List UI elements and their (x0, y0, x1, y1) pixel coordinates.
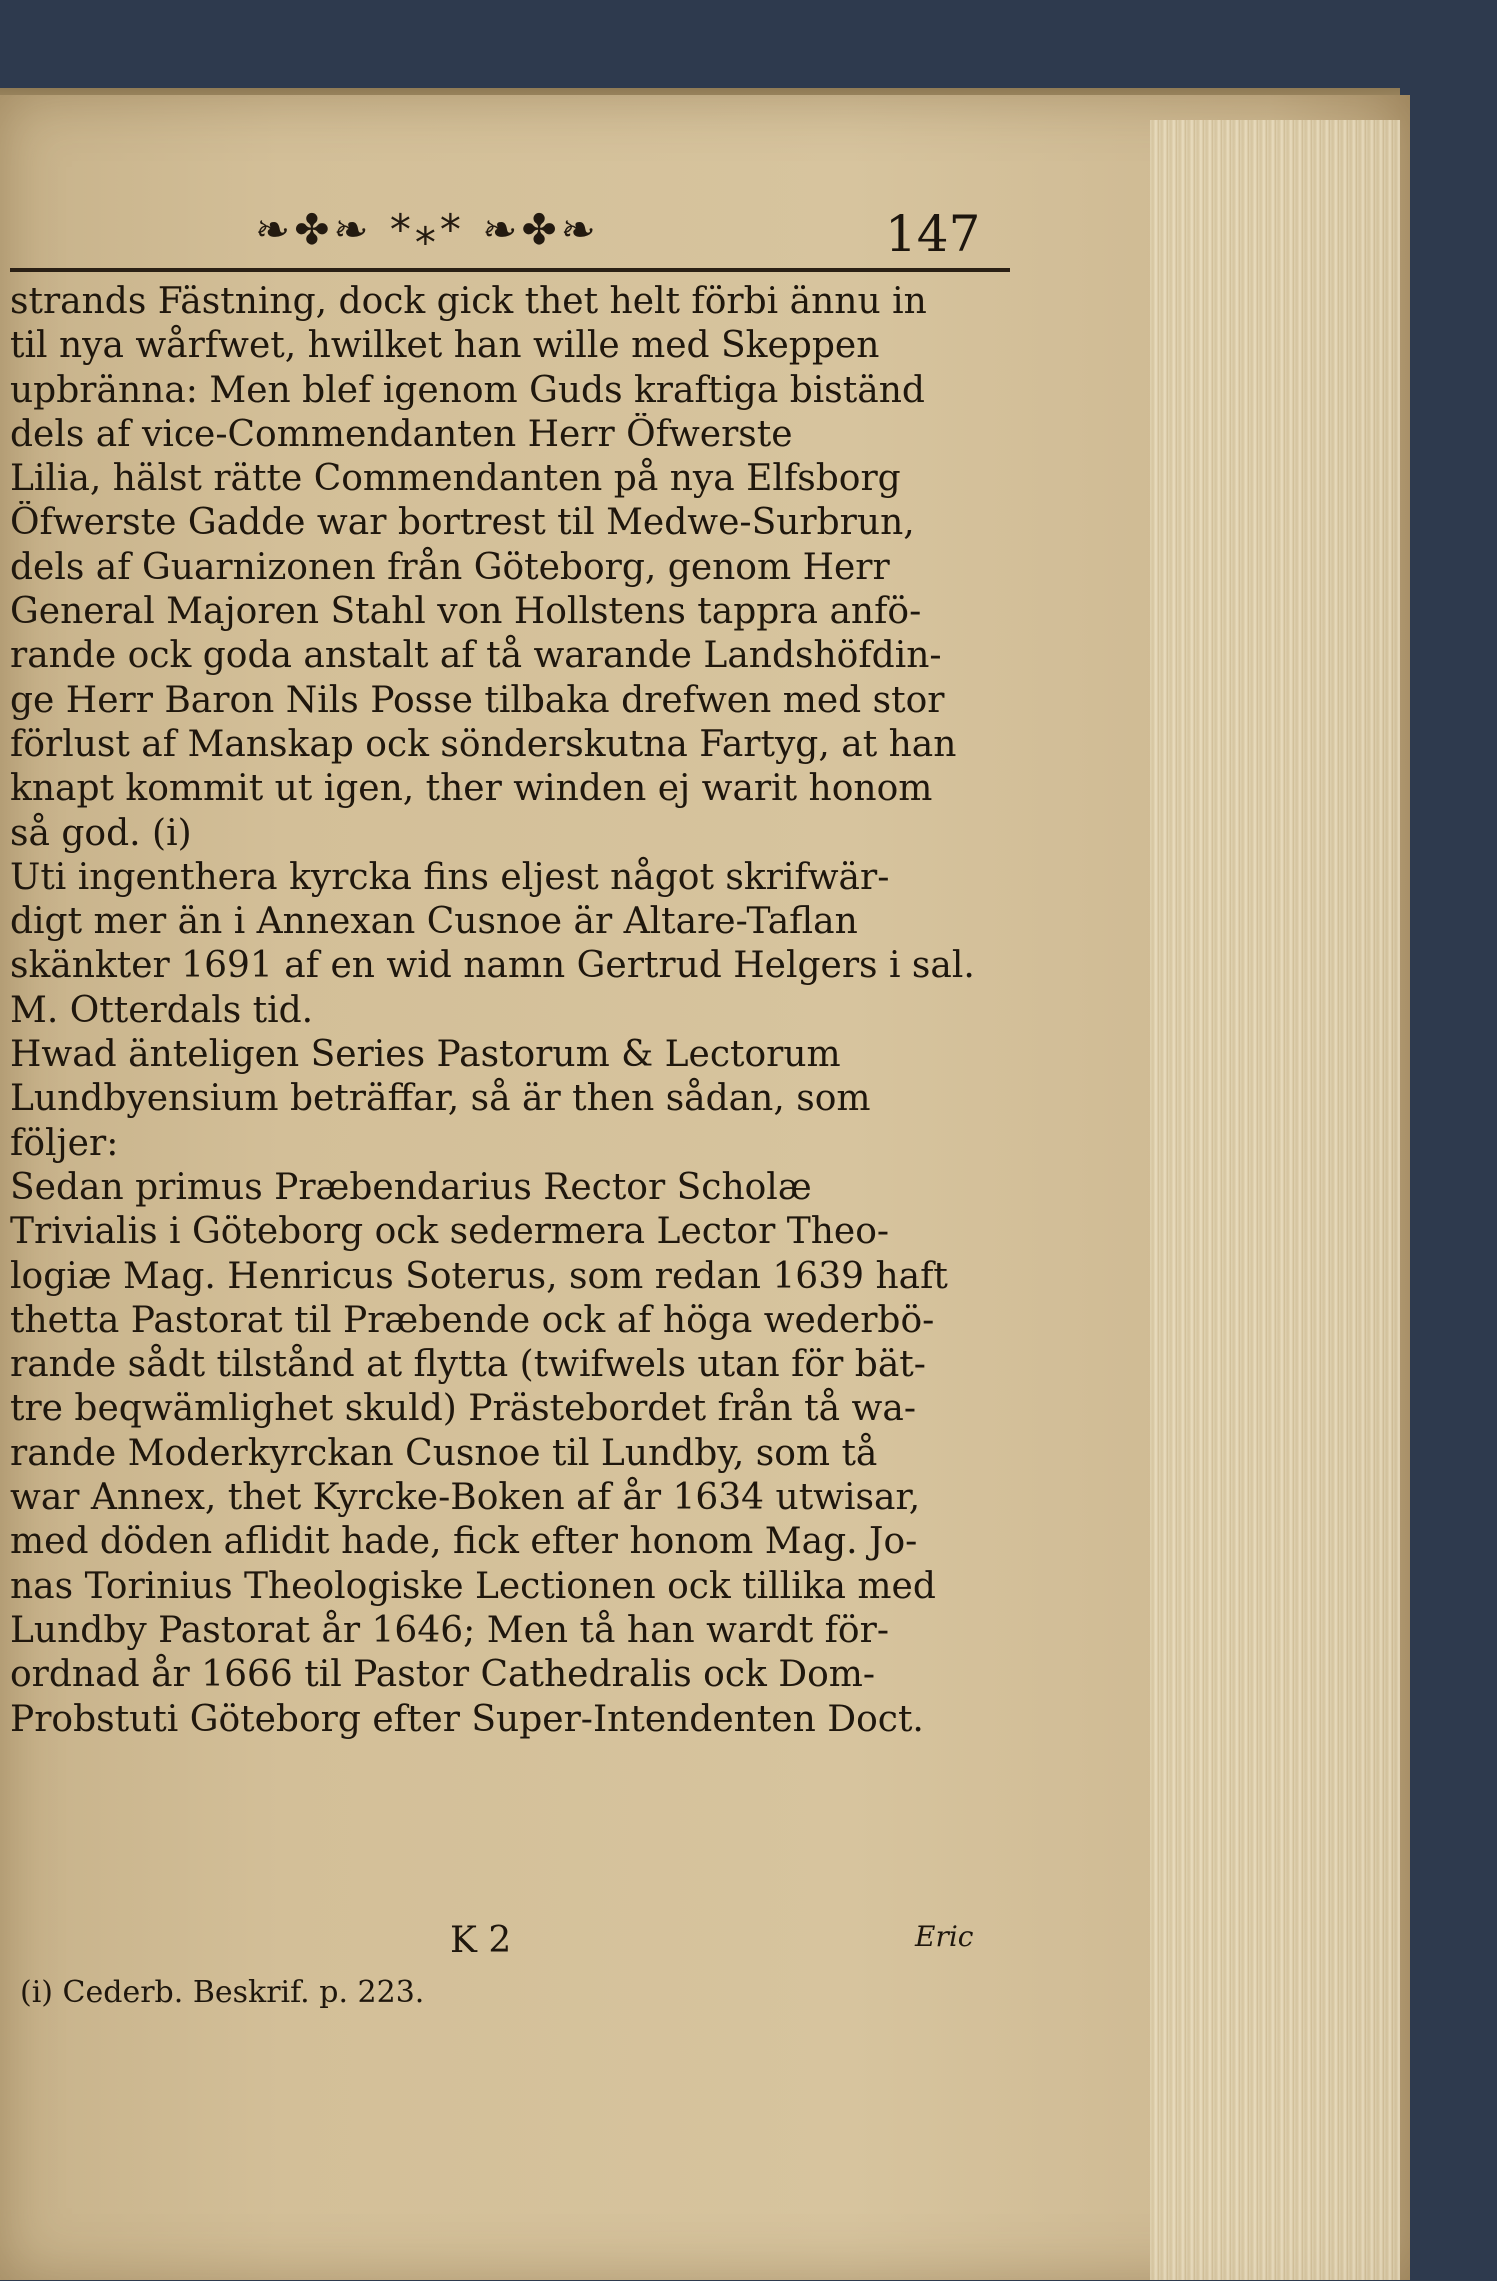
text-line: dels af vice-Commendanten Herr Öfwerste (10, 413, 793, 455)
text-line: rande ock goda anstalt af tå warande Landshöfdin- (10, 635, 942, 677)
header-rule (10, 268, 1010, 272)
footnote: (i) Cederb. Beskrif. p. 223. (20, 1975, 425, 2010)
text-line: Öfwerste Gadde war bortrest til Medwe-Surbrun, (10, 502, 915, 544)
text-line: war Annex, thet Kyrcke-Boken af år 1634 utwisar, (10, 1477, 921, 1519)
text-line: knapt kommit ut igen, ther winden ej warit honom (10, 768, 933, 810)
text-line: Probstuti Göteborg efter Super-Intendenten Doct. (10, 1698, 924, 1740)
text-line: strands Fästning, dock gick thet helt förbi ännu in (10, 281, 927, 322)
catchword: Eric (915, 1920, 974, 1953)
text-line: Uti ingenthera kyrcka fins eljest något skrifwär- (10, 856, 890, 898)
text-line: så god. (i) (10, 812, 192, 854)
text-line: Lundbyensium beträffar, så är then sådan, som (10, 1078, 871, 1120)
text-line: General Majoren Stahl von Hollstens tappra anfö- (10, 591, 922, 633)
body-text (10, 280, 995, 1742)
text-line: Lundby Pastorat år 1646; Men tå han wardt för- (10, 1609, 889, 1651)
text-line: ge Herr Baron Nils Posse tilbaka drefwen med stor (10, 679, 945, 721)
text-line: tre beqwämlighet skuld) Prästebordet från tå wa- (10, 1388, 916, 1430)
text-line: M. Otterdals tid. (10, 989, 314, 1031)
text-line: rande sådt tilstånd at flytta (twifwels utan för bät- (10, 1344, 926, 1386)
text-line: Trivialis i Göteborg ock sedermera Lector Theo- (10, 1211, 890, 1253)
text-line: upbränna: Men blef igenom Guds kraftiga biständ (10, 369, 925, 411)
signature-mark: K 2 (450, 1920, 512, 1961)
running-header (255, 205, 1005, 265)
text-line: logiæ Mag. Henricus Soterus, som redan 1639 haft (10, 1255, 948, 1297)
text-line: med döden aflidit hade, fick efter honom Mag. Jo- (10, 1521, 918, 1563)
text-line: rande Moderkyrckan Cusnoe til Lundby, som tå (10, 1432, 878, 1474)
text-line: följer: (10, 1122, 119, 1164)
header-ornament: ❧✤❧ *⁎* ❧✤❧ (255, 205, 600, 254)
text-line: förlust af Manskap ock sönderskutna Fartyg, at han (10, 723, 957, 765)
catchline (10, 1920, 995, 1964)
page-number: 147 (885, 205, 981, 263)
text-line: til nya wårfwet, hwilket han wille med Skeppen (10, 325, 880, 367)
text-line: Hwad änteligen Series Pastorum & Lectorum (10, 1034, 841, 1076)
text-line: Lilia, hälst rätte Commendanten på nya Elfsborg (10, 458, 901, 500)
page-edges (1150, 120, 1400, 2280)
text-line: thetta Pastorat til Præbende ock af höga wederbö- (10, 1299, 935, 1341)
text-line: ordnad år 1666 til Pastor Cathedralis ock Dom- (10, 1654, 876, 1696)
text-line: Sedan primus Præbendarius Rector Scholæ (10, 1166, 812, 1208)
text-line: skänkter 1691 af en wid namn Gertrud Helgers i sal. (10, 945, 975, 987)
text-line: nas Torinius Theologiske Lectionen ock tillika med (10, 1565, 936, 1607)
text-line: dels af Guarnizonen från Göteborg, genom Herr (10, 546, 890, 588)
text-line: digt mer än i Annexan Cusnoe är Altare-Taflan (10, 901, 858, 943)
